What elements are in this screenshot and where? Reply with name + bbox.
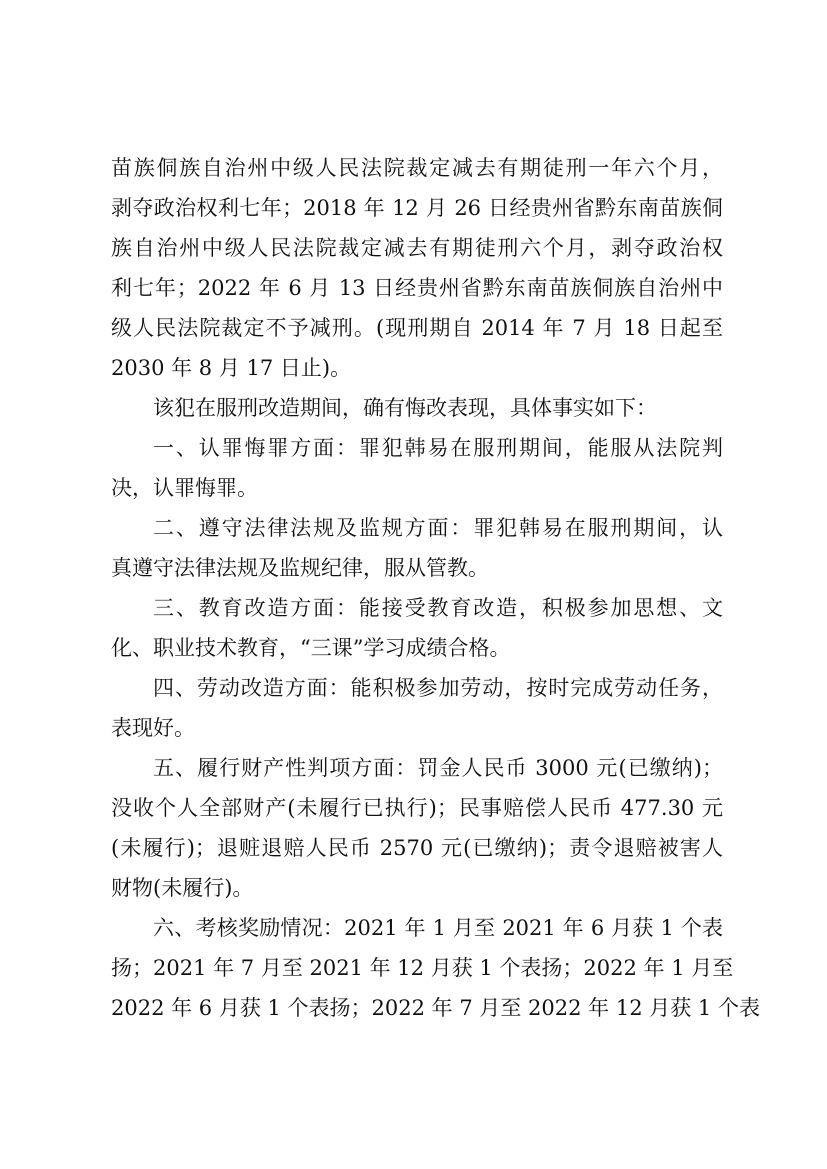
paragraph-line: 二、遵守法律法规及监规方面：罪犯韩易在服刑期间，认 — [153, 516, 723, 540]
paragraph-line: 化、职业技术教育，“三课”学习成绩合格。 — [111, 636, 511, 660]
paragraph-line: 六、考核奖励情况：2021 年 1 月至 2021 年 6 月获 1 个表 — [153, 916, 723, 940]
text-line: 族自治州中级人民法院裁定减去有期徒刑六个月，剥夺政治权 — [111, 236, 723, 260]
text-line: 剥夺政治权利七年；2018 年 12 月 26 日经贵州省黔东南苗族侗 — [111, 196, 723, 220]
paragraph-line: (未履行)；退赃退赔人民币 2570 元(已缴纳)；责令退赔被害人 — [111, 836, 723, 860]
text-line: 苗族侗族自治州中级人民法院裁定减去有期徒刑一年六个月， — [111, 156, 723, 180]
paragraph-line: 真遵守法律法规及监规纪律，服从管教。 — [111, 556, 489, 580]
paragraph-line: 一、认罪悔罪方面：罪犯韩易在服刑期间，能服从法院判 — [153, 436, 723, 460]
paragraph-line: 四、劳动改造方面：能积极参加劳动，按时完成劳动任务， — [153, 676, 723, 700]
document-body — [111, 148, 760, 1028]
paragraph-line: 决，认罪悔罪。 — [111, 476, 258, 500]
paragraph-line: 表现好。 — [111, 716, 195, 740]
paragraph-line: 五、履行财产性判项方面：罚金人民币 3000 元(已缴纳)； — [153, 756, 723, 780]
paragraph-line: 三、教育改造方面：能接受教育改造，积极参加思想、文 — [153, 596, 723, 620]
paragraph-line: 没收个人全部财产(未履行已执行)；民事赔偿人民币 477.30 元 — [111, 796, 723, 820]
text-line: 级人民法院裁定不予减刑。(现刑期自 2014 年 7 月 18 日起至 — [111, 316, 723, 340]
paragraph-line: 扬；2021 年 7 月至 2021 年 12 月获 1 个表扬；2022 年 1 月至 — [111, 956, 734, 980]
paragraph-line: 财物(未履行)。 — [111, 876, 254, 900]
paragraph-line: 2022 年 6 月获 1 个表扬；2022 年 7 月至 2022 年 12 月获 1 个表 — [111, 996, 760, 1020]
paragraph-intro: 该犯在服刑改造期间，确有悔改表现，具体事实如下： — [153, 396, 657, 420]
text-line: 利七年；2022 年 6 月 13 日经贵州省黔东南苗族侗族自治州中 — [111, 276, 723, 300]
text-line: 2030 年 8 月 17 日止)。 — [111, 356, 352, 380]
